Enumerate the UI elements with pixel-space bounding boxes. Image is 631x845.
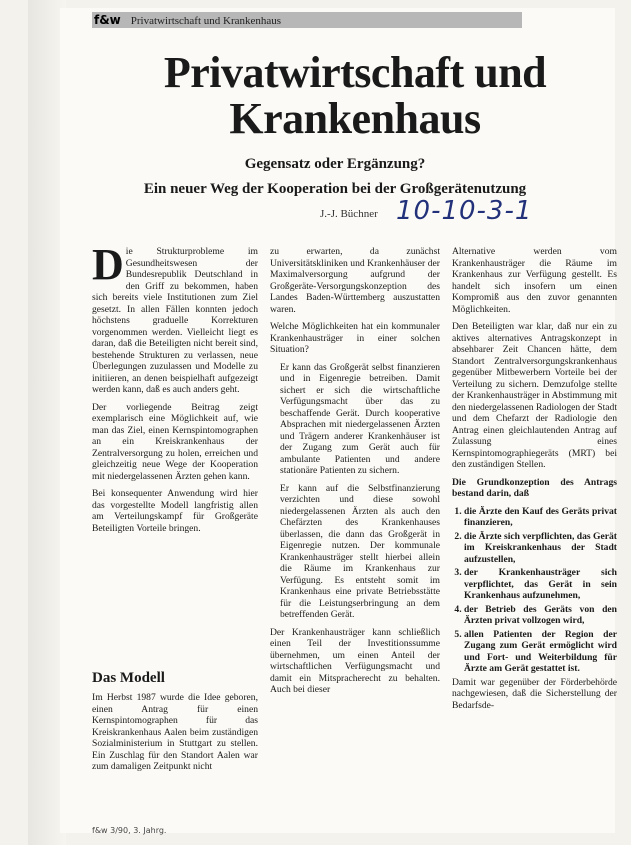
list-item: 2. die Ärzte sich verpflichten, das Gerät im Kreiskrankenhaus der Stadt aufzustellen, <box>464 531 617 566</box>
article-subtitle <box>80 152 590 202</box>
handwritten-annotation: 10-10-3-1 <box>396 196 533 226</box>
paragraph: Damit war gegenüber der Förderbehörde nachgewiesen, daß die Sicherstellung der Bedarfsde- <box>452 676 617 711</box>
list-item: 3. der Krankenhausträger sich verpflichtet, das Gerät in sein Krankenhaus aufzunehmen, <box>464 567 617 602</box>
list-item: 4. der Betrieb des Geräts von den Ärzten privat vollzogen wird, <box>464 604 617 627</box>
paragraph: Im Herbst 1987 wurde die Idee geboren, einen Antrag für einen Kernspintomographen für das Kreiskrankenhaus Aalen beim zuständigen Sozialministerium in Stuttgart zu stellen. Ein Zuschlag für den Standort Aalen war zum damaligen Zeitpunkt nicht <box>92 692 258 772</box>
column-1 <box>92 240 258 540</box>
subtitle-line-1: Gegensatz oder Ergänzung? <box>244 156 426 172</box>
paragraph: Bei konsequenter Anwendung wird hier das vorgestellte Modell langfristig allen am Verteilungskampf für Großgeräte Beteiligten Vorteile bringen. <box>92 488 258 534</box>
list-item: 1. die Ärzte den Kauf des Geräts privat finanzieren, <box>464 506 617 529</box>
page-footer: f&w 3/90, 3. Jahrg. <box>92 826 167 835</box>
column-3 <box>452 246 617 717</box>
list-item: 5. allen Patienten der Region der Zugang zum Gerät ermöglicht wird und Fort- und Weiterbildung für Ärzte am Gerät gestattet ist. <box>464 629 617 675</box>
intro-paragraph <box>92 240 258 396</box>
dropcap: D <box>92 240 124 289</box>
paragraph: Welche Möglichkeiten hat ein kommunaler Krankenhausträger in einer solchen Situation? <box>270 321 440 355</box>
option-paragraph: Er kann auf die Selbstfinanzierung verzichten und diese sowohl niedergelassenen Ärzten als auch den Chefärzten des Krankenhauses überlassen, die dann das Großgerät in Eigenregie nutzen. Der kommunale Krankenhausträger stellt hierbei allein die Räume im Krankenhaus zur Verfügung. Es entsteht somit im Krankenhaus eine private Betriebsstätte für die Leistungserbringung an dem betreffenden Gerät. <box>280 482 440 620</box>
column-1-lower <box>92 692 258 779</box>
subtitle-line-2: Ein neuer Weg der Kooperation bei der Großgerätenutzung <box>143 181 527 197</box>
paragraph: Alternative werden vom Krankenhausträger die Räume im Krankenhaus zur Verfügung gestellt. Es handelt sich insofern um einen Kompromiß aus den zuvor genannten Möglichkeiten. <box>452 246 617 315</box>
concept-list <box>452 506 617 675</box>
column-2 <box>270 246 440 702</box>
section-heading: Das Modell <box>92 670 165 686</box>
paragraph: zu erwarten, da zunächst Universitätskliniken und Krankenhäuser der Maximalversorgung aufgrund der Großgeräte-Versorgungskonzeption des Landes Baden-Württemberg auszustatten waren. <box>270 246 440 315</box>
author: J.-J. Büchner <box>320 208 378 220</box>
intro-text: ie Strukturprobleme im Gesundheitswesen der Bundesrepublik Deutschland in den Griff zu bekommen, haben sich bereits viele Institutionen zum Ziel gesetzt. In allen Fällen konnten jedoch höchstens graduelle Korrekturen vorgenommen werden. Vielleicht liegt es daran, daß die Beteiligten nicht bereit sind, bestehende Strukturen zu verlassen, neue Überlegungen zuzulassen und Modelle zu initiieren, an denen beispielhaft aufgezeigt werden kann, daß es auch anders geht. <box>92 246 258 395</box>
article-title: Privatwirtschaft und Krankenhaus <box>163 48 547 143</box>
option-paragraph: Er kann das Großgerät selbst finanzieren und in Eigenregie betreiben. Damit sichert er sich die wirtschaftliche Verfügungsmacht über das zu beschaffende Gerät. Durch kooperative Absprachen mit niedergelassenen Ärzten und Trägern anderer Krankenhäuser ist der Zugang zum Gerät auch für ambulante Patienten und andere stationäre Patienten zu sichern. <box>280 361 440 476</box>
paragraph: Den Beteiligten war klar, daß nur ein zu aktives alternatives Antragskonzept in absehbarer Zeit Chancen hätte, dem Standort Zentralversorgungskrankenhaus gegenüber Mitbewerbern Vorteile bei der Verteilung zu sichern. Demzufolge stellte der Krankenhausträger in Abstimmung mit den niedergelassenen Radiologen der Stadt und dem Chefarzt der Radiologie den Antrag einen gleichlautenden Antrag auf Zulassung eines Kernspintomographiegeräts (MRT) bei den zuständigen Stellen. <box>452 321 618 470</box>
paragraph: Der Krankenhausträger kann schließlich einen Teil der Investitionssumme übernehmen, um einen Anteil der wirtschaftlichen Verfügungsmacht und damit ein Mitspracherecht zu behalten. Auch bei dieser <box>270 626 440 695</box>
paragraph: Der vorliegende Beitrag zeigt exemplarisch eine Möglichkeit auf, wie man das Ziel, einen Kernspintomographen an ein Kreiskrankenhaus der Zentralversorgung zu holen, erreichen und gleichzeitig neue Wege der Kooperation mit niedergelassenen Ärzten gehen kann. <box>92 401 258 482</box>
list-heading: Die Grundkonzeption des Antrags bestand darin, daß <box>452 476 617 499</box>
journal-logo: f&w <box>94 13 121 27</box>
running-head-text: Privatwirtschaft und Krankenhaus <box>130 15 282 27</box>
running-head <box>92 12 522 28</box>
